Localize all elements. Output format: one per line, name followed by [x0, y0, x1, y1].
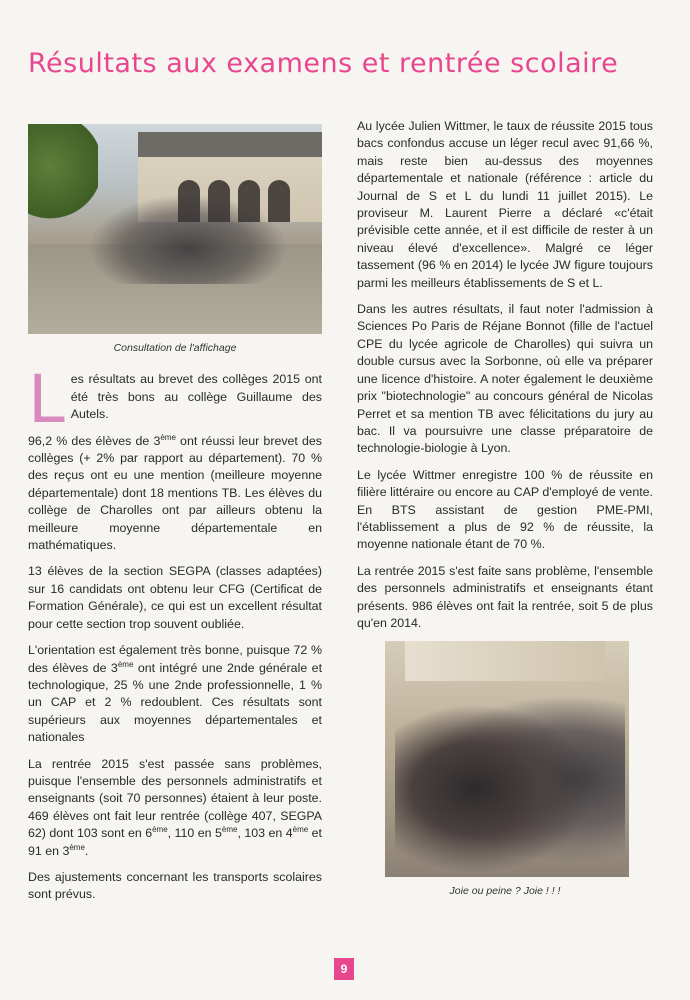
photo-caption-left: Consultation de l'affichage [113, 342, 237, 354]
paragraph-wittmer-cap-bts: Le lycée Wittmer enregistre 100 % de réussite en filière littéraire ou encore au CAP d'employé de vente. En BTS assistant de gestion PME-PMI, l'établissement a plus de 92 % de réussite, la moyenne nationale étant de 70 %. [357, 467, 653, 552]
page-number: 9 [334, 958, 354, 980]
photo-hug [385, 641, 629, 877]
right-column [357, 118, 653, 915]
paragraph-segpa: 13 élèves de la section SEGPA (classes adaptées) sur 16 candidats ont obtenu leur CFG (Certificat de Formation Générale), ce qui est un excellent résultat pour cette section trop souvent oubliée. [28, 564, 322, 631]
drop-cap: L [28, 361, 65, 439]
paragraph-rentree-lycee: La rentrée 2015 s'est faite sans problème, l'ensemble des personnels administratifs et enseignants étant présents. 986 élèves ont fait la rentrée, soit 5 de plus qu'en 2014. [357, 563, 653, 630]
paragraph-brevet: 96,2 % des élèves de 3ème ont réussi leur brevet des collèges (+ 2% par rapport au département). 70 % des reçus ont eu une mention (meilleure moyenne départementale) dont 18 mentions TB. Les élèves du collège de Charolles ont par ailleurs obtenu la meilleure moyenne départementale en mathématiques. [28, 432, 322, 553]
photo-notice-board [28, 124, 322, 334]
paragraph-rentree-college: La rentrée 2015 s'est passée sans problèmes, puisque l'ensemble des personnels administratifs et enseignants (soit 70 personnes) étaient à leur poste. 469 élèves ont fait leur rentrée (collège 407, SEGPA 62) dont 103 sont en 6ème, 110 en 5ème, 103 en 4ème et 91 en 3ème. [28, 756, 322, 858]
paragraph-orientation: L'orientation est également très bonne, puisque 72 % des élèves de 3ème ont intégré une 2nde générale et technologique, 25 % une 2nde professionnelle, 1 % un CAP et 2 % redoublent. Ces résultats sont supérieurs aux moyennes départementales et nationales [28, 643, 323, 745]
paragraph-intro-text: es résultats au brevet des collèges 2015 ont été très bons au collège Guillaume des Autels. [70, 372, 322, 422]
paragraph-lycee-results: Au lycée Julien Wittmer, le taux de réussite 2015 tous bacs confondus accuse un léger recul avec 91,66 %, mais reste bien au-dessus des moyennes départementale et nationale (référence : article du Journal de S et L du lundi 11 juillet 2015). Le proviseur M. Laurent Pierre a déclaré «c'était prévisible cette année, et il est difficile de rester à un niveau élevé d'excellence». Malgré ce léger tassement (96 % en 2014) le lycée JW figure toujours parmi les meilleurs établissements de S et L. [357, 119, 653, 290]
left-column [28, 124, 322, 913]
paragraph-intro [28, 361, 322, 439]
photo-caption-right: Joie ou peine ? Joie ! ! ! [449, 885, 561, 898]
paragraph-transports: Des ajustements concernant les transports scolaires sont prévus. [28, 869, 322, 902]
paragraph-other-results: Dans les autres résultats, il faut noter l'admission à Sciences Po Paris de Réjane Bonnot (fille de l'actuel CPE du lycée agricole de Charolles) qui suivra un double cursus avec la Sorbonne, où elle va préparer une licence d'histoire. A noter également le deuxième prix "biotechnologie" au concours général de Nicolas Perret et sa mention TB avec félicitations du jury au bac. Il va poursuivre une classe préparatoire de technologie-biologie à Lyon. [357, 302, 653, 456]
article-title: Résultats aux examens et rentrée scolaire [28, 48, 619, 79]
